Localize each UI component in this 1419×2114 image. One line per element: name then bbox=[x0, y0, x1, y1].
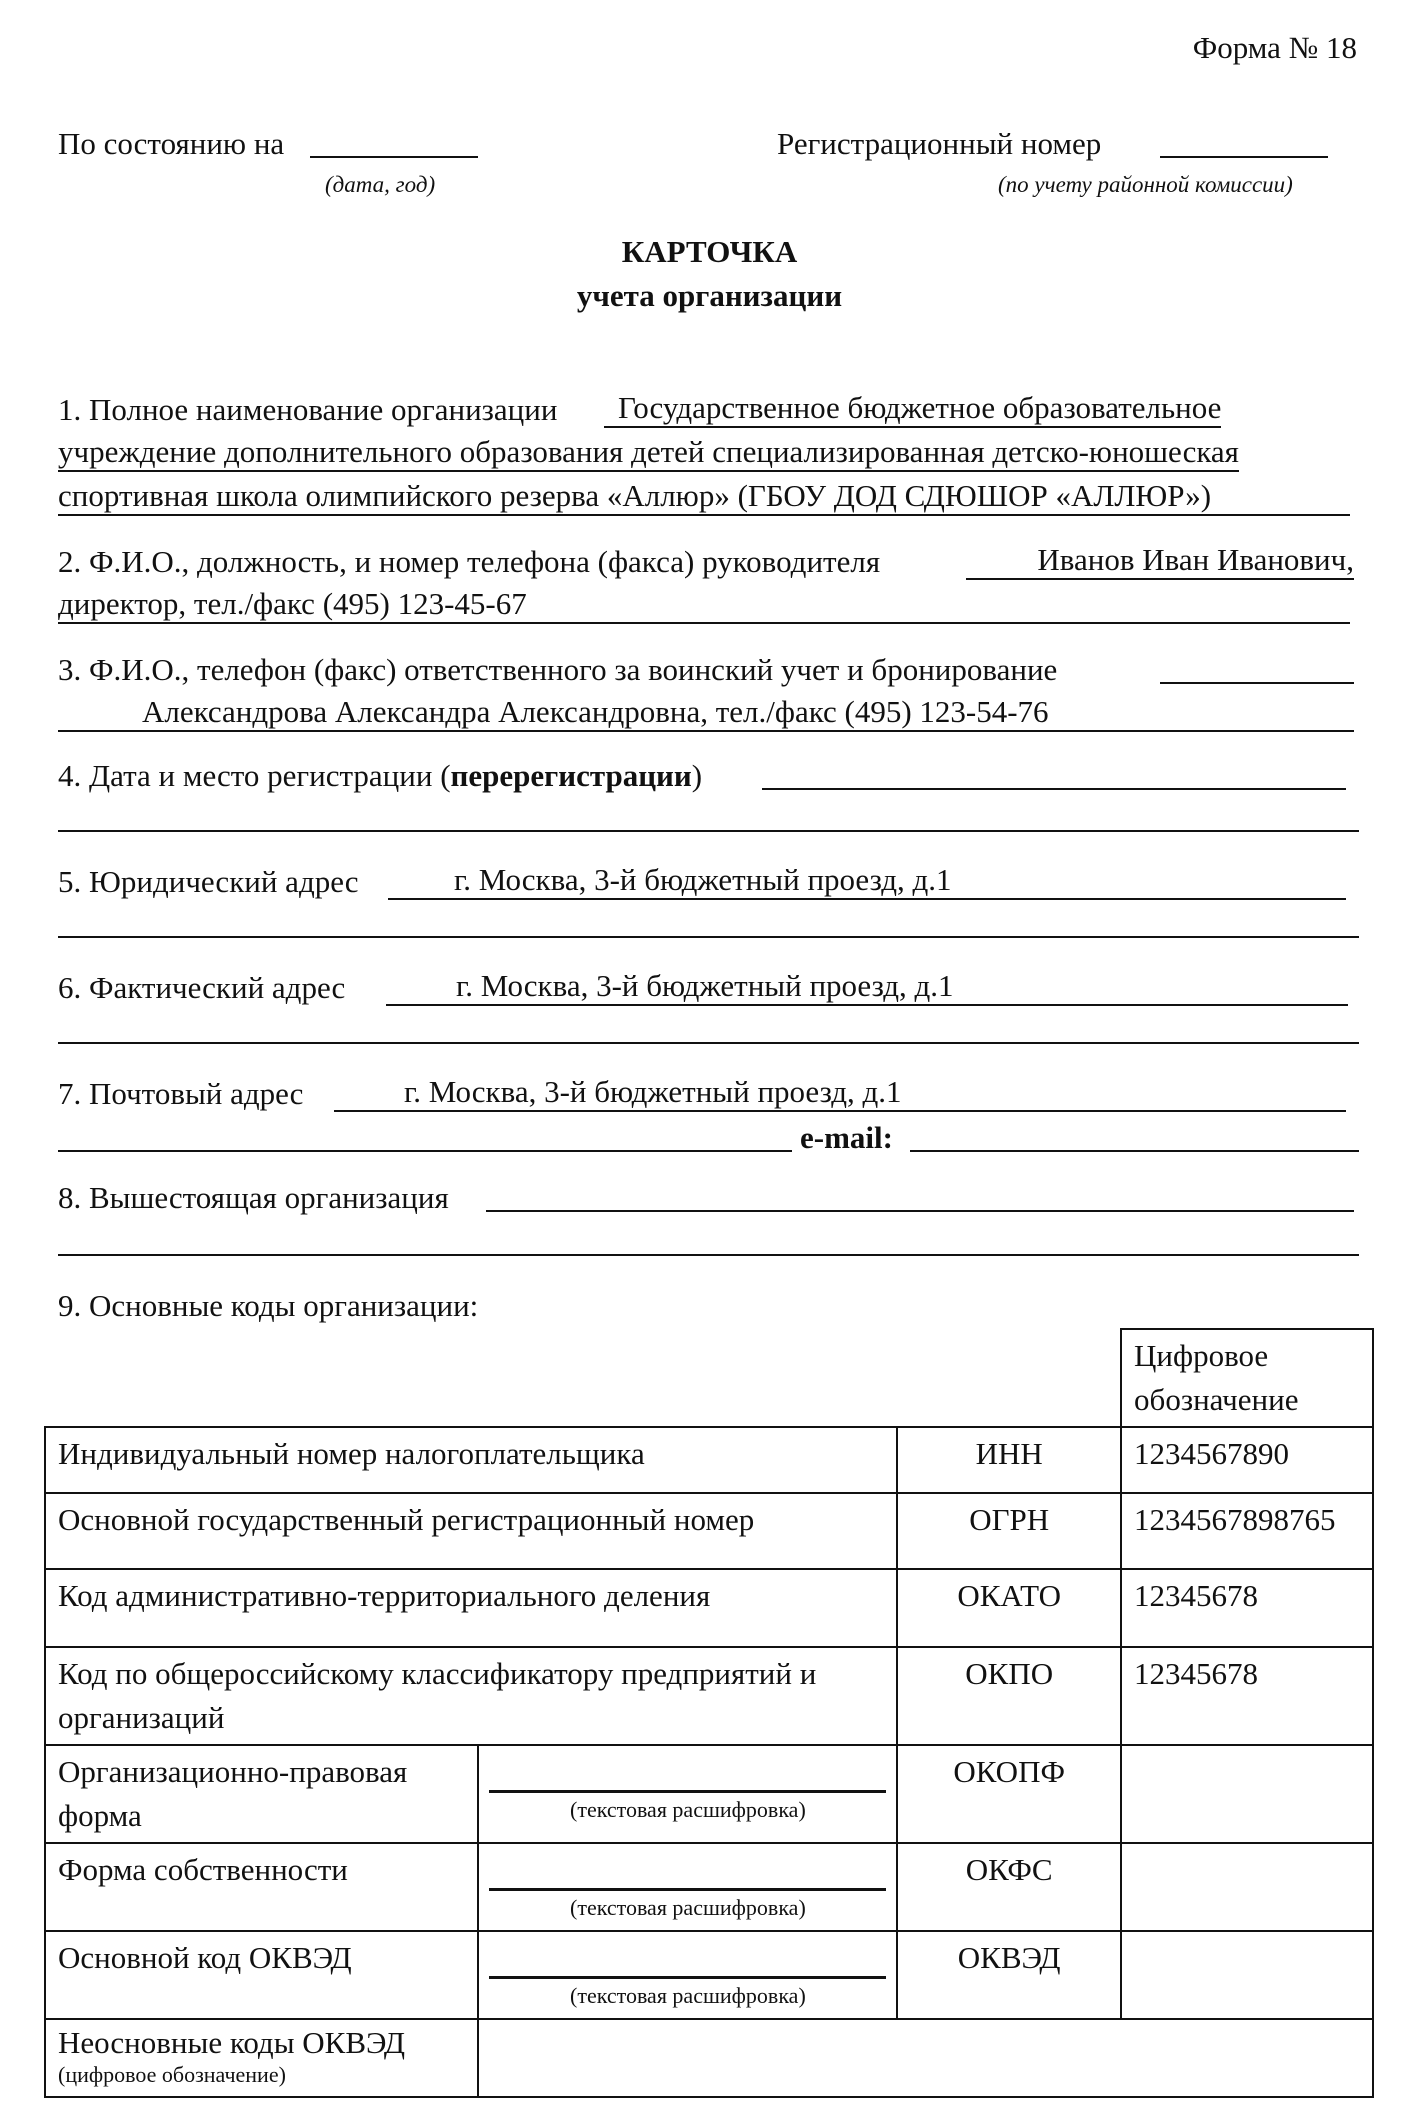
form-number: Форма № 18 bbox=[1192, 30, 1357, 65]
code-name: Индивидуальный номер налогоплательщика bbox=[45, 1427, 897, 1493]
secondary-okved-hint: (цифровое обозначение) bbox=[58, 2062, 286, 2087]
table-row bbox=[45, 1931, 1373, 2019]
text-decode-cell[interactable] bbox=[478, 1843, 897, 1931]
field-5-label: 5. Юридический адрес bbox=[58, 864, 359, 899]
table-row bbox=[45, 1427, 1373, 1493]
code-abbr: ОКОПФ bbox=[897, 1745, 1121, 1843]
field-3-value: Александрова Александра Александровна, тел./факс (495) 123-54-76 bbox=[58, 694, 1354, 732]
decode-hint: (текстовая расшифровка) bbox=[570, 1895, 806, 1920]
code-name: Основной государственный регистрационный номер bbox=[45, 1493, 897, 1569]
table-row bbox=[45, 1647, 1373, 1745]
field-9-label: 9. Основные коды организации: bbox=[58, 1288, 479, 1323]
registration-label: Регистрационный номер bbox=[777, 126, 1102, 161]
field-1-value-line-2: учреждение дополнительного образования детей специализированная детско-юношеская bbox=[58, 434, 1239, 472]
code-abbr: ОКАТО bbox=[897, 1569, 1121, 1647]
field-8-label: 8. Вышестоящая организация bbox=[58, 1180, 449, 1215]
field-8-extra-line bbox=[58, 1254, 1359, 1256]
code-abbr: ИНН bbox=[897, 1427, 1121, 1493]
field-1-value-line-1: Государственное бюджетное образовательное bbox=[604, 390, 1221, 428]
field-4-label: 4. Дата и место регистрации (перерегистрации) bbox=[58, 758, 703, 793]
code-value[interactable]: 12345678 bbox=[1121, 1647, 1373, 1745]
table-row bbox=[45, 1493, 1373, 1569]
field-2-value-line-1: Иванов Иван Иванович, bbox=[966, 542, 1354, 580]
registration-hint: (по учету районной комиссии) bbox=[998, 172, 1293, 197]
secondary-okved-value[interactable] bbox=[478, 2019, 1373, 2097]
field-3-fill bbox=[1160, 650, 1354, 690]
as-of-hint: (дата, год) bbox=[325, 172, 436, 197]
as-of-label: По состоянию на bbox=[58, 126, 285, 161]
codes-table bbox=[44, 1328, 1374, 2098]
field-5-value: г. Москва, 3-й бюджетный проезд, д.1 bbox=[388, 862, 1346, 900]
code-name: Код административно-территориального деления bbox=[45, 1569, 897, 1647]
code-value[interactable]: 12345678 bbox=[1121, 1569, 1373, 1647]
field-6-value: г. Москва, 3-й бюджетный проезд, д.1 bbox=[386, 968, 1348, 1006]
field-7-value: г. Москва, 3-й бюджетный проезд, д.1 bbox=[334, 1074, 1346, 1112]
field-2-label: 2. Ф.И.О., должность, и номер телефона (факса) руководителя bbox=[58, 544, 881, 579]
text-decode-cell[interactable] bbox=[478, 1745, 897, 1843]
code-value[interactable] bbox=[1121, 1745, 1373, 1843]
text-decode-cell[interactable] bbox=[478, 1931, 897, 2019]
code-name: Форма собственности bbox=[45, 1843, 478, 1931]
field-2-value-line-2: директор, тел./факс (495) 123-45-67 bbox=[58, 586, 1350, 624]
code-name: Организационно-правовая форма bbox=[45, 1745, 478, 1843]
field-7-extra-fill[interactable] bbox=[58, 1118, 792, 1158]
table-row bbox=[45, 1843, 1373, 1931]
code-value[interactable] bbox=[1121, 1843, 1373, 1931]
field-1-label: 1. Полное наименование организации bbox=[58, 392, 558, 427]
table-row bbox=[45, 1745, 1373, 1843]
field-1-value-line-3: спортивная школа олимпийского резерва «Аллюр» (ГБОУ ДОД СДЮШОР «АЛЛЮР») bbox=[58, 478, 1350, 516]
decode-hint: (текстовая расшифровка) bbox=[570, 1983, 806, 2008]
field-6-label: 6. Фактический адрес bbox=[58, 970, 346, 1005]
table-row bbox=[45, 1569, 1373, 1647]
decode-hint: (текстовая расшифровка) bbox=[570, 1797, 806, 1822]
field-4-fill[interactable] bbox=[762, 756, 1346, 796]
table-row bbox=[45, 2019, 1373, 2097]
code-value[interactable] bbox=[1121, 1931, 1373, 2019]
email-label: e-mail: bbox=[800, 1120, 893, 1155]
field-5-extra-line bbox=[58, 936, 1359, 938]
code-abbr: ОКПО bbox=[897, 1647, 1121, 1745]
code-name bbox=[45, 2019, 478, 2097]
email-field[interactable] bbox=[910, 1118, 1359, 1158]
code-name: Код по общероссийскому классификатору предприятий и организаций bbox=[45, 1647, 897, 1745]
field-7-label: 7. Почтовый адрес bbox=[58, 1076, 304, 1111]
digital-header: Цифровое обозначение bbox=[1121, 1329, 1373, 1427]
code-value[interactable]: 1234567890 bbox=[1121, 1427, 1373, 1493]
card-subtitle: учета организации bbox=[576, 278, 843, 313]
as-of-date-field[interactable] bbox=[310, 124, 478, 164]
card-title: КАРТОЧКА bbox=[621, 234, 798, 269]
code-abbr: ОКВЭД bbox=[897, 1931, 1121, 2019]
code-value[interactable]: 1234567898765 bbox=[1121, 1493, 1373, 1569]
code-abbr: ОКФС bbox=[897, 1843, 1121, 1931]
field-4-extra-line bbox=[58, 830, 1359, 832]
code-name: Основной код ОКВЭД bbox=[45, 1931, 478, 2019]
field-8-fill[interactable] bbox=[486, 1178, 1354, 1218]
field-6-extra-line bbox=[58, 1042, 1359, 1044]
registration-number-field[interactable] bbox=[1160, 124, 1328, 164]
code-abbr: ОГРН bbox=[897, 1493, 1121, 1569]
secondary-okved-label: Неосновные коды ОКВЭД bbox=[58, 2025, 406, 2060]
field-3-label: 3. Ф.И.О., телефон (факс) ответственного за воинский учет и бронирование bbox=[58, 652, 1058, 687]
